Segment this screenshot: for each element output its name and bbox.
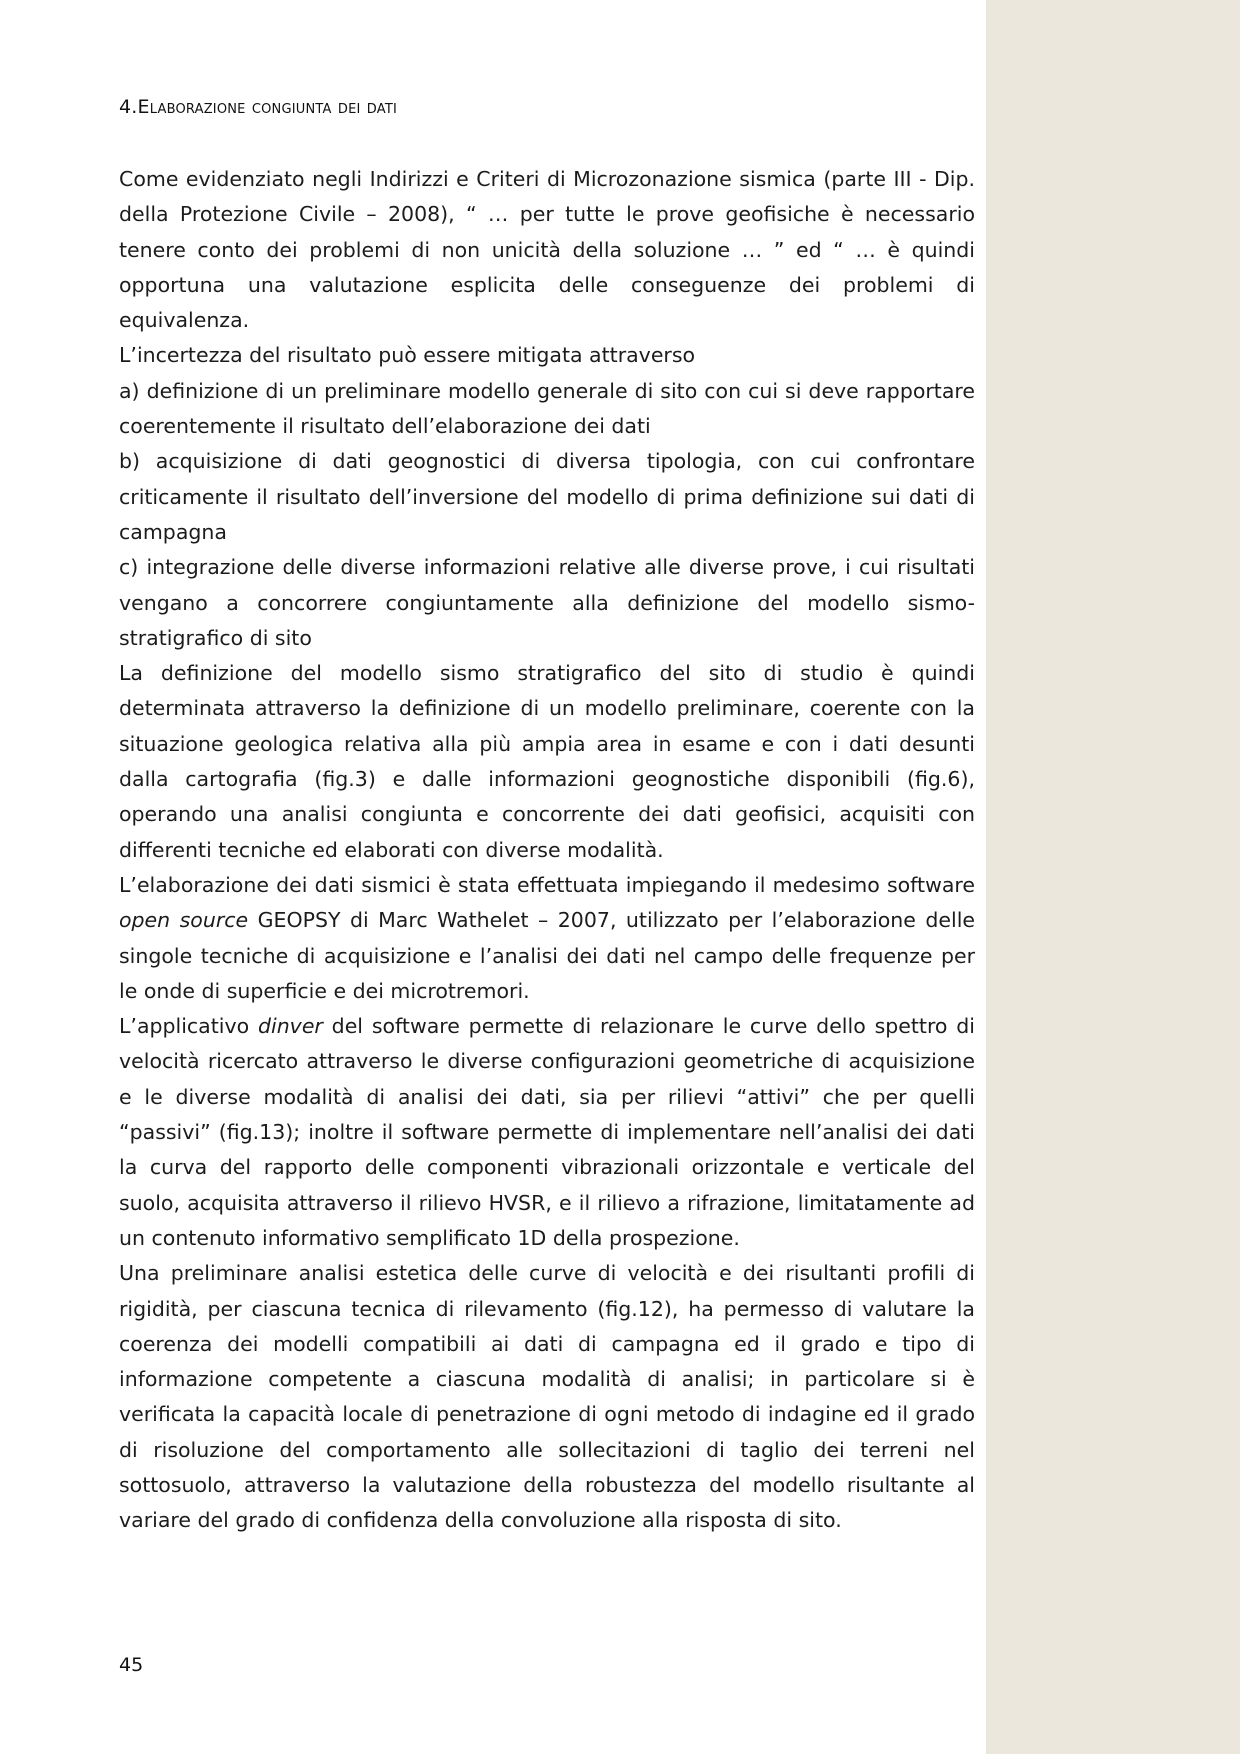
paragraph-dinver-text-1: L’applicativo [119, 1014, 258, 1039]
list-item-c: c) integrazione delle diverse informazioni relative alle diverse prove, i cui risultati vengano a concorrere congiuntamente alla definizione del modello sismo-stratigrafico di sito [119, 555, 975, 650]
paragraph-software-text-2: GEOPSY di Marc Wathelet – 2007, utilizzato per l’elaborazione delle singole tecniche di acquisizione e l’analisi dei dati nel campo delle frequenze per le onde di superficie e dei microtremori. [119, 908, 975, 1003]
paragraph-software [119, 868, 975, 1009]
paragraph-dinver [119, 1009, 975, 1256]
paragraph-software-text-1: L’elaborazione dei dati sismici è stata effettuata impiegando il medesimo software [119, 872, 975, 897]
section-heading: 4.Elaborazione congiunta dei dati [119, 96, 398, 118]
list-item-a: a) definizione di un preliminare modello generale di sito con cui si deve rapportare coerentemente il risultato dell’elaborazione dei dati [119, 378, 975, 439]
paragraph-dinver-text-2: del software permette di relazionare le curve dello spettro di velocità ricercato attraverso le diverse configurazioni geometriche di acquisizione e le diverse modalità di analisi dei dati, sia per rilievi “attivi” che per quelli “passivi” (fig.13); inoltre il software permette di implementare nell’analisi dei dati la curva del rapporto delle componenti vibrazionali orizzontale e verticale del suolo, acquisita attraverso il rilievo HVSR, e il rilievo a rifrazione, limitatamente ad un contenuto informativo semplificato 1D della prospezione. [119, 1014, 975, 1250]
paragraph-uncertainty: L’incertezza del risultato può essere mitigata attraverso [119, 343, 696, 368]
paragraph-software-italic: open source [119, 908, 249, 933]
list-item-b: b) acquisizione di dati geognostici di diversa tipologia, con cui confrontare criticamente il risultato dell’inversione del modello di prima definizione sui dati di campagna [119, 449, 975, 544]
page-number: 45 [119, 1654, 144, 1676]
side-margin-band [986, 0, 1240, 1754]
paragraph-model-definition: La definizione del modello sismo stratigrafico del sito di studio è quindi determinata attraverso la definizione di un modello preliminare, coerente con la situazione geologica relativa alla più ampia area in esame e con i dati desunti dalla cartografia (fig.3) e dalle informazioni geognostiche disponibili (fig.6), operando una analisi congiunta e concorrente dei dati geofisici, acquisiti con differenti tecniche ed elaborati con diverse modalità. [119, 661, 975, 862]
paragraph-intro: Come evidenziato negli Indirizzi e Criteri di Microzonazione sismica (parte III - Dip. della Protezione Civile – 2008), “ … per tutte le prove geofisiche è necessario tenere conto dei problemi di non unicità della soluzione … ” ed “ … è quindi opportuna una valutazione esplicita delle conseguenze dei problemi di equivalenza. [119, 167, 975, 333]
body-text [119, 162, 975, 1539]
paragraph-dinver-italic: dinver [257, 1014, 323, 1039]
paragraph-final: Una preliminare analisi estetica delle curve di velocità e dei risultanti profili di rigidità, per ciascuna tecnica di rilevamento (fig.12), ha permesso di valutare la coerenza dei modelli compatibili ai dati di campagna ed il grado e tipo di informazione competente a ciascuna modalità di analisi; in particolare si è verificata la capacità locale di penetrazione di ogni metodo di indagine ed il grado di risoluzione del comportamento alle sollecitazioni di taglio dei terreni nel sottosuolo, attraverso la valutazione della robustezza del modello risultante al variare del grado di confidenza della convoluzione alla risposta di sito. [119, 1261, 975, 1533]
